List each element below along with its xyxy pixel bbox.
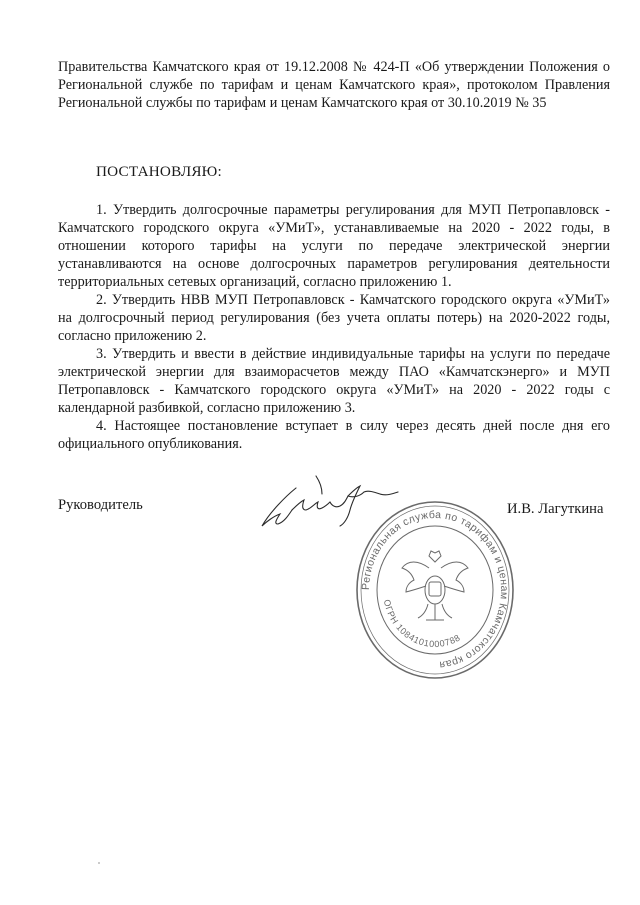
official-seal bbox=[356, 498, 514, 682]
signatory-name: И.В. Лагуткина bbox=[507, 501, 604, 517]
seal-text: Региональная служба по тарифам и ценам Камчатского края bbox=[359, 508, 511, 671]
decree-item-1: 1. Утвердить долгосрочные параметры регулирования для МУП Петропавловск - Камчатского городского округа «УМиТ», устанавливаемые на 2020 - 2022 годы, в отношении которого тарифы на услуги по передаче электрической энергии устанавливаются на основе долгосрочных параметров регулирования деятельности территориальных сетевых организаций, согласно приложению 1. bbox=[58, 202, 610, 290]
scan-speck bbox=[98, 862, 100, 864]
seal-number: ОГРН 1084101000788 bbox=[381, 598, 463, 650]
decree-item-4: 4. Настоящее постановление вступает в силу через десять дней после дня его официального опубликования. bbox=[58, 418, 610, 452]
decree-items bbox=[58, 201, 610, 453]
svg-text:ОГРН 1084101000788 bbox=[382, 598, 462, 649]
eagle-emblem-icon bbox=[402, 551, 468, 620]
decree-heading: ПОСТАНОВЛЯЮ: bbox=[96, 163, 222, 180]
intro-paragraph: Правительства Камчатского края от 19.12.2008 № 424-П «Об утверждении Положения о Региональной службе по тарифам и ценам Камчатского края», протоколом Правления Региональной службы по тарифам и ценам Камчатского края от 30.10.2019 № 35 bbox=[58, 59, 610, 111]
decree-item-2: 2. Утвердить НВВ МУП Петропавловск - Камчатского городского округа «УМиТ» на долгосрочный период регулирования (без учета оплаты потерь) на 2020-2022 годы, согласно приложению 2. bbox=[58, 292, 610, 344]
decree-item-3: 3. Утвердить и ввести в действие индивидуальные тарифы на услуги по передаче электрической энергии для взаиморасчетов между ПАО «Камчатскэнерго» и МУП Петропавловск - Камчатского городского округа «УМиТ» на 2020 - 2022 годы с календарной разбивкой, согласно приложению 3. bbox=[58, 346, 610, 416]
signatory-title: Руководитель bbox=[58, 497, 143, 513]
